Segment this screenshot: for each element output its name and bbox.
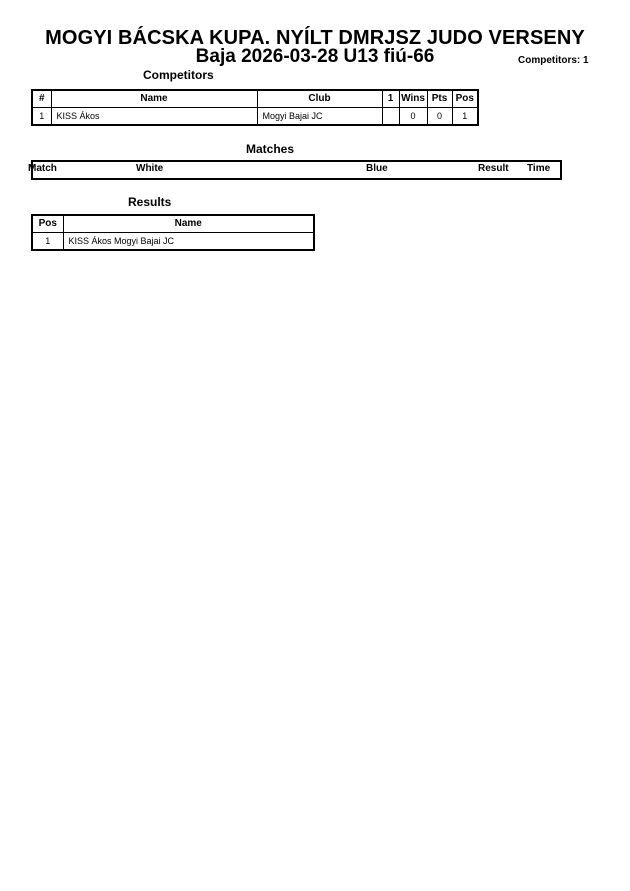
col-number: # <box>32 90 51 108</box>
col-name: Name <box>63 215 314 233</box>
col-wins: Wins <box>399 90 427 108</box>
result-name: KISS Ákos Mogyi Bajai JC <box>63 233 314 251</box>
competitor-name: KISS Ákos <box>51 108 257 126</box>
matches-section-title: Matches <box>246 142 295 156</box>
col-blue: Blue <box>366 163 388 174</box>
col-pos: Pos <box>452 90 478 108</box>
col-time: Time <box>527 163 551 174</box>
competitor-wins: 0 <box>399 108 427 126</box>
results-table <box>31 214 315 251</box>
results-header-row <box>32 215 314 233</box>
competitor-club: Mogyi Bajai JC <box>257 108 382 126</box>
page-subtitle: Baja 2026-03-28 U13 fiú-66 <box>195 46 435 67</box>
col-pts: Pts <box>427 90 452 108</box>
col-round-1: 1 <box>382 90 399 108</box>
competitors-table <box>31 89 479 126</box>
result-pos: 1 <box>32 233 63 251</box>
competitor-number: 1 <box>32 108 51 126</box>
col-white: White <box>136 163 164 174</box>
col-result: Result <box>478 163 509 174</box>
col-pos: Pos <box>32 215 63 233</box>
competitors-count: Competitors: 1 <box>518 55 589 66</box>
col-name: Name <box>51 90 257 108</box>
competitor-pts: 0 <box>427 108 452 126</box>
competitors-section-title: Competitors <box>143 68 214 82</box>
col-match: Match <box>28 163 57 174</box>
results-section-title: Results <box>128 195 172 209</box>
competitor-round-1 <box>382 108 399 126</box>
table-row <box>32 233 314 251</box>
competitors-header-row <box>32 90 478 108</box>
col-club: Club <box>257 90 382 108</box>
page-title: MOGYI BÁCSKA KUPA. NYÍLT DMRJSZ JUDO VERSENY <box>45 27 585 49</box>
matches-header-row <box>28 160 562 180</box>
competitor-pos: 1 <box>452 108 478 126</box>
table-row <box>32 108 478 126</box>
